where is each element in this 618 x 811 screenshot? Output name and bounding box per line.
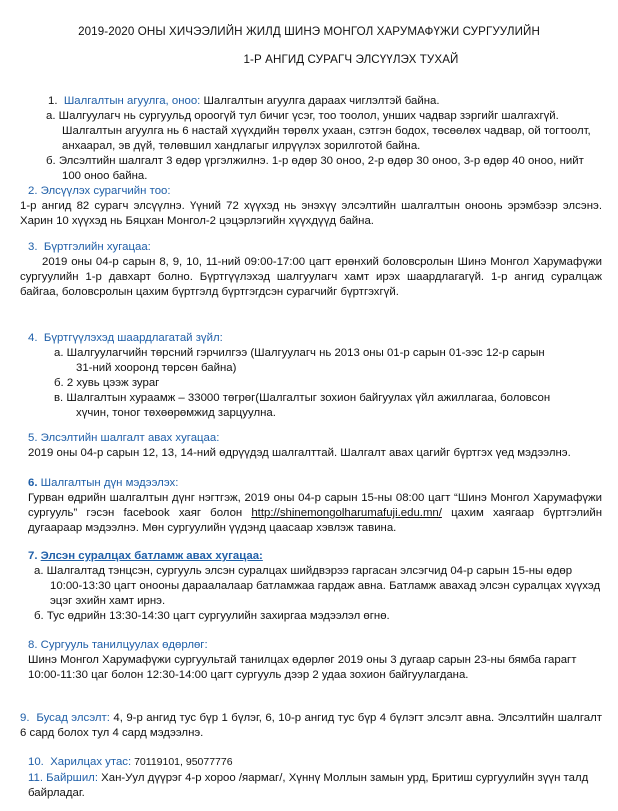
section-number: 6. (28, 477, 38, 489)
section-heading (20, 240, 602, 255)
section-confirmation (20, 549, 602, 624)
section-text: 2019 оны 04-р сарын 8, 9, 10, 11-ний 09:00-17:00 цагт ерөнхий боловсролын Шинэ Монгол Харумафүжи сургуулийн 1-р давхарт болно. Бүртгүүлэхэд шалгуулагч хамт ирэх шаардлагагүй. 1-р ангид суралцаж байгаа, боловсролын цахим бүртгэлд бүртгэгдсэн сурагчийг бүртгэхгүй. (20, 256, 602, 298)
section-number: 7. (28, 550, 38, 562)
section-heading (20, 331, 602, 346)
section-heading (20, 638, 602, 653)
section-title: Шалгалтын агуулга, оноо: (63, 95, 201, 107)
section-number: 11. (28, 772, 43, 784)
section-title: Харилцах утас: (50, 756, 132, 768)
phone-numbers: 70119101, 95077776 (131, 756, 233, 768)
list-item-c: в. Шалгалтын хураамж – 33000 төгрөг(Шалгалтыг зохион байгуулах үйл ажиллагаа, боловсон хүчин, тоног төхөөрөмжид зарцуулна. (54, 392, 551, 419)
section-title: Бүртгэлийн хугацаа: (43, 241, 151, 253)
section-text: Шалгалтын агуулга дараах чиглэлтэй байна. (200, 95, 440, 107)
section-heading (20, 431, 602, 446)
section-heading (20, 549, 602, 564)
section-text (20, 711, 602, 741)
section-number: 3. (28, 241, 38, 253)
section-location (20, 771, 602, 801)
section-text: 1-р ангид 82 сурагч элсүүлнэ. Үүний 72 хүүхэд нь энэхүү элсэлтийн шалгалтын оноонь эрэмбээр элсэнэ. Харин 10 хүүхэд нь Бяцхан Монгол-2 цэцэрлэгийн хүүхдүүд байна. (20, 200, 602, 227)
section-title: Шалгалтын дүн мэдээлэх: (40, 477, 179, 489)
section-heading (20, 184, 602, 199)
section-content-scoring (20, 94, 602, 184)
list-item-a: а. Шалгуулагч нь сургуульд ороогүй тул бичиг үсэг, тоо тоолол, унших чадвар зэргийг шалгахгүй. Шалгалтын агуулга нь 6 настай хүүхдийн төрөлх ухаан, сэтгэн бодох, төсөөлөх чадвар, ой тогтоолт, анхаарал, эв дүй, төлөвшил хандлагыг илрүүлэх зорилготой байна. (46, 110, 591, 152)
section-title: Бусад элсэлт: (36, 712, 110, 724)
section-results (20, 476, 602, 536)
section-number: 8. (28, 639, 38, 651)
section-title: Элсэн суралцах батламж авах хугацаа: (40, 550, 263, 562)
section-required-documents (20, 331, 602, 421)
document-title-line1: 2019-2020 ОНЫ ХИЧЭЭЛИЙН ЖИЛД ШИНЭ МОНГОЛ ХАРУМАФҮЖИ СУРГУУЛИЙН (78, 25, 540, 38)
list-item-a: а. Шалгалтад тэнцсэн, сургууль элсэн суралцах шийдвэрээ гаргасан элсэгчид 04-р сарын 15-ны өдөр 10:00-13:30 цагт онооны дараалалаар батламжаа гардаж авна. Батламж авахад элсэн суралцах хүүхэд эцэг эхийн хамт ирнэ. (34, 565, 601, 607)
section-heading (20, 476, 602, 491)
section-number: 9. (20, 712, 30, 724)
section-title: Элсүүлэх сурагчийн тоо: (40, 185, 171, 197)
website-link[interactable]: http://shinemongolharumafuji.edu.mn/ (251, 507, 442, 519)
section-number: 10. (28, 756, 44, 768)
section-exam-period (20, 431, 602, 461)
section-text: 2019 оны 04-р сарын 12, 13, 14-ний өдрүүдэд шалгалттай. Шалгалт авах цагийг бүртгэх үед мэдээлнэ. (28, 447, 571, 459)
section-text (20, 771, 602, 801)
section-number: 4. (28, 332, 38, 344)
section-open-day (20, 638, 602, 683)
section-student-count (20, 184, 602, 229)
list-item-b: б. Тус өдрийн 13:30-14:30 цагт сургуулийн захиргаа мэдээлэл өгнө. (34, 610, 390, 622)
document-title-line2: 1-Р АНГИД СУРАГЧ ЭЛСҮҮЛЭХ ТУХАЙ (243, 53, 459, 66)
section-text (20, 491, 602, 536)
list-item-b: б. Элсэлтийн шалгалт 3 өдөр үргэлжилнэ. 1-р өдөр 30 оноо, 2-р өдөр 30 оноо, 3-р өдөр 40 оноо, нийт 100 оноо байна. (46, 155, 584, 182)
section-title: Сургууль танилцуулах өдөрлөг: (40, 639, 208, 651)
section-number: 5. (28, 432, 38, 444)
section-title: Байршил: (46, 772, 98, 784)
section-text-part1: Гурван өдрийн шалгалтын дүнг нэгтгэж, 2019 оны 04-р сарын 15-ны 08:00 цагт “Шинэ Монгол Харумафүжи сургууль” гэсэн facebook хаяг болон (28, 492, 602, 519)
section-text-part2: цахим хаягаар бүртгэлийн дугаараар мэдээлнэ. Мөн сургуулийн үүдэнд цаасаар хэвлэж тавина. (28, 507, 602, 534)
section-title: Бүртгүүлэхэд шаардлагатай зүйл: (43, 332, 223, 344)
section-heading (20, 94, 602, 109)
address-text: Хан-Уул дүүрэг 4-р хороо /яармаг/, Хүннү Моллын замын урд, Бритиш сургуулийн зүүн талд байрладаг. (28, 772, 589, 799)
section-number: 1. (48, 95, 58, 107)
section-number: 2. (28, 185, 38, 197)
section-contact (20, 755, 602, 770)
section-body: 4, 9-р ангид тус бүр 1 бүлэг, 6, 10-р ангид тус бүр 4 бүлэгт элсэлт авна. Элсэлтийн шалгалт 6 сард болох тул 4 сард мэдээлнэ. (20, 712, 602, 739)
section-other-admission (20, 711, 602, 741)
section-text: Шинэ Монгол Харумафүжи сургуультай танилцах өдөрлөг 2019 оны 3 дугаар сарын 23-ны бямба гарагт 10:00-11:30 цаг болон 12:30-14:00 цагт сургууль дээр 2 удаа зохион байгуулагдана. (28, 654, 577, 681)
section-title: Элсэлтийн шалгалт авах хугацаа: (40, 432, 220, 444)
section-registration-period (20, 240, 602, 300)
list-item-a: а. Шалгуулагчийн төрсний гэрчилгээ (Шалгуулагч нь 2013 оны 01-р сарын 01-ээс 12-р сарын 31-ний хооронд төрсөн байна) (54, 347, 545, 374)
list-item-b: б. 2 хувь цээж зураг (54, 377, 160, 389)
section-text (20, 755, 602, 770)
